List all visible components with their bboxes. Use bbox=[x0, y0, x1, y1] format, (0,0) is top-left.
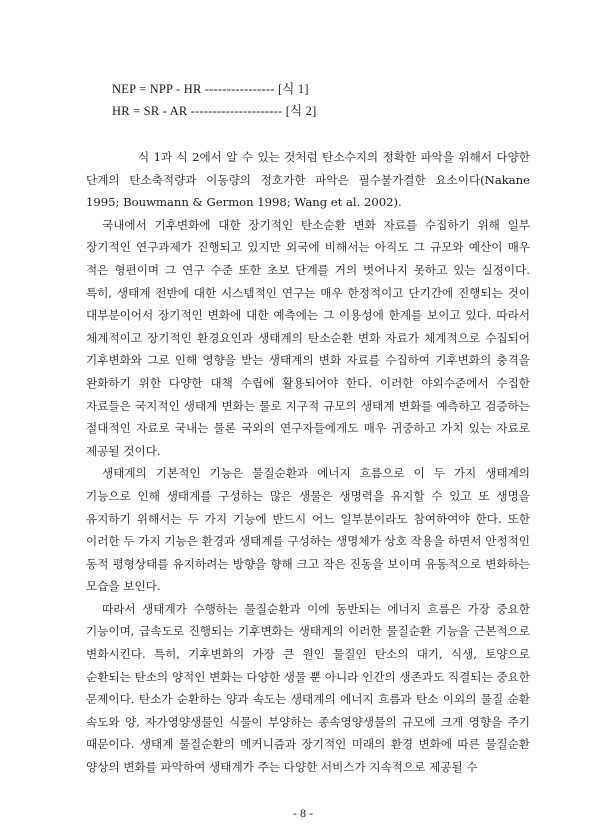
page-number: - 8 - bbox=[293, 806, 313, 820]
paragraph-3: 생태계의 기본적인 기능은 물질순환과 에너지 흐름으로 이 두 가지 생태계의 기능으로 인해 생태계를 구성하는 많은 생물은 생명력을 유지할 수 있고 또 생명을 유지하기 위해서는 두 가지 기능에 반드시 어느 일부분이라도 참여하여야 한다. 또한 이러한 두 가지 기능은 환경과 생태계를 구성하는 생명체가 상호 작용을 하면서 안정적인 동적 평형상태를 유지하려는 방향을 향해 크고 작은 진동을 보이며 유동적으로 변화하는 모습을 보인다. bbox=[86, 466, 530, 594]
paragraph-2: 국내에서 기후변화에 대한 장기적인 탄소순환 변화 자료를 수집하기 위해 일부 장기적인 연구과제가 진행되고 있지만 외국에 비해서는 아직도 그 규모와 예산이 매우 적은 형편이며 그 연구 수준 또한 초보 단계를 거의 벗어나지 못하고 있는 실정이다. 특히, 생태계 전반에 대한 시스템적인 연구는 매우 한정적이고 단기간에 진행되는 것이 대부분이어서 장기적인 변화에 대한 예측에는 그 이용성에 한계를 보이고 있다. 따라서 체계적이고 장기적인 환경요인과 생태계의 탄소순환 변화 자료가 체계적으로 수집되어 기후변화와 그로 인해 영향을 받는 생태계의 변화 자료를 수집하여 기후변화의 충격을 완화하기 위한 다양한 대책 수립에 활용되어야 한다. 이러한 야외수준에서 수집한 자료들은 국지적인 생태계 변화는 물로 지구적 규모의 생태계 변화를 예측하고 검증하는 절대적인 자료로 국내는 물론 국외의 연구자들에게도 매우 귀중하고 가치 있는 자료로 제공될 것이다. bbox=[86, 217, 530, 458]
equation-2: HR = SR - AR --------------------- [식 2] bbox=[112, 104, 317, 118]
paragraph-4: 따라서 생태계가 수행하는 물질순환과 이에 동반되는 에너지 흐름은 가장 중요한 기능이며, 급속도로 진행되는 기후변화는 생태계의 이러한 물질순환 기능을 근본적으로 변화시킨다. 특히, 기후변화의 가장 큰 원인 물질인 탄소의 대기, 식생, 토양으로 순환되는 탄소의 양적인 변화는 다양한 생물 뿐 아니라 인간의 생존과도 직결되는 중요한 문제이다. 탄소가 순환하는 양과 속도는 생태계의 에너지 흐름과 탄소 이외의 물질 순환 속도와 양, 자가영양생물인 식물이 부양하는 종속영양생물의 규모에 크게 영향을 주기 때문이다. 생태계 물질순환의 메커니즘과 장기적인 미래의 환경 변화에 따른 물질순환 양상의 변화를 파악하여 생태계가 주는 다양한 서비스가 지속적으로 제공될 수 bbox=[86, 601, 530, 775]
equation-block bbox=[112, 78, 316, 122]
paragraph-1: 식 1과 식 2에서 알 수 있는 것처럼 탄소수지의 정확한 파악을 위해서 다양한 단계의 탄소축적량과 이동량의 정호가한 파악은 필수불가결한 요소이다(Nakane 1995; Bouwmann & Germon 1998; Wang et al. 2002). bbox=[86, 150, 531, 210]
equation-1: NEP = NPP - HR ---------------- [식 1] bbox=[112, 82, 309, 96]
body-text bbox=[86, 146, 530, 779]
